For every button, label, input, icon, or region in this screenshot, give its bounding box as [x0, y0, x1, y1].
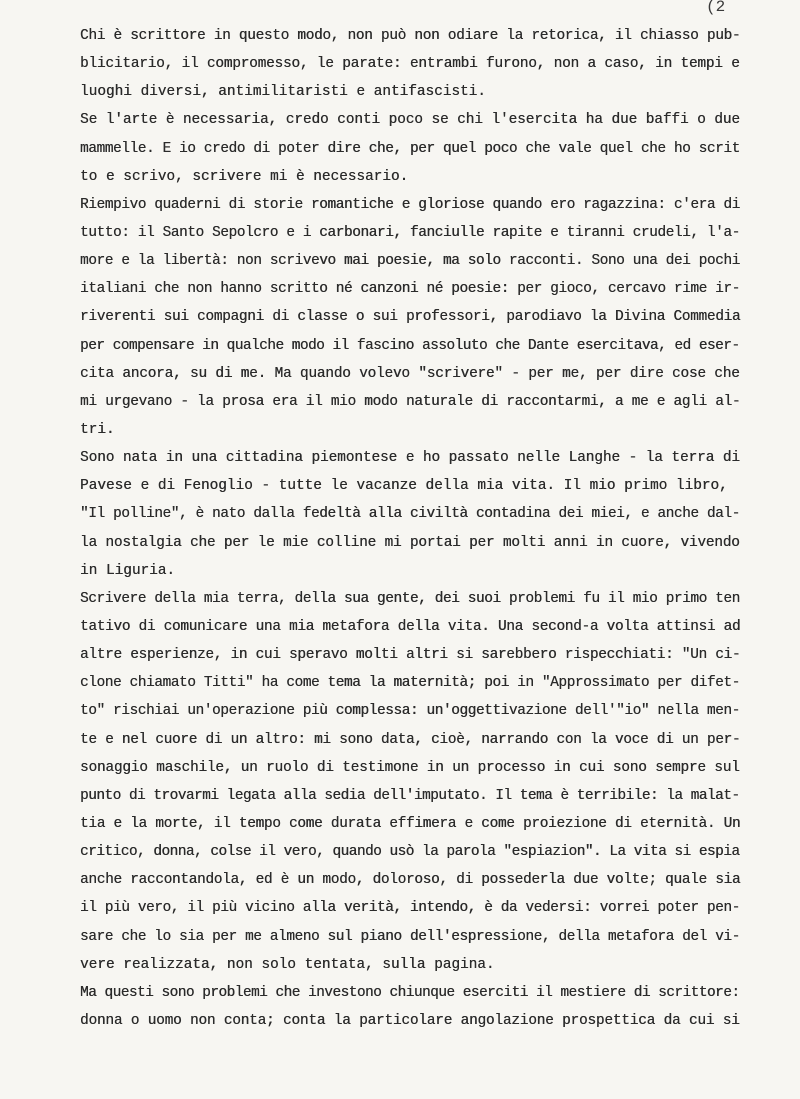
text-line: italiani che non hanno scritto né canzoni né poesie: per gioco, cercavo rime ir- — [80, 281, 740, 298]
text-line: clone chiamato Titti" ha come tema la maternità; poi in "Approssimato per difet- — [80, 675, 740, 692]
text-line: tativo di comunicare una mia metafora della vita. Una second-a volta attinsi ad — [80, 618, 741, 635]
text-line: la nostalgia che per le mie colline mi portai per molti anni in cuore, vivendo — [80, 534, 740, 551]
text-line: riverenti sui compagni di classe o sui professori, parodiavo la Divina Commedia — [80, 309, 741, 326]
text-line: tri. — [80, 421, 115, 438]
text-line: il più vero, il più vicino alla verità, intendo, è da vedersi: vorrei poter pen- — [80, 900, 740, 917]
text-line: tia e la morte, il tempo come durata effimera e come proiezione di eternità. Un — [80, 815, 741, 832]
text-line: to" rischiai un'operazione più complessa: un'oggettivazione dell'"io" nella men- — [80, 703, 740, 720]
text-line: Riempivo quaderni di storie romantiche e gloriose quando ero ragazzina: c'era di — [80, 196, 740, 213]
text-line: per compensare in qualche modo il fascino assoluto che Dante esercitava, ed eser- — [80, 337, 740, 354]
text-line: more e la libertà: non scrivevo mai poesie, ma solo racconti. Sono una dei pochi — [80, 253, 740, 270]
text-line: Sono nata in una cittadina piemontese e ho passato nelle Langhe - la terra di — [80, 450, 740, 467]
text-line: Pavese e di Fenoglio - tutte le vacanze della mia vita. Il mio primo libro, — [80, 478, 728, 495]
text-line: Se l'arte è necessaria, credo conti poco se chi l'esercita ha due baffi o due — [80, 112, 740, 129]
text-line: Scrivere della mia terra, della sua gente, dei suoi problemi fu il mio primo ten — [80, 590, 740, 607]
text-line: Chi è scrittore in questo modo, non può non odiare la retorica, il chiasso pub- — [80, 28, 741, 44]
text-line: anche raccontandola, ed è un modo, doloroso, di possederla due volte; quale sia — [80, 872, 741, 889]
text-line: mammelle. E io credo di poter dire che, per quel poco che vale quel che ho scrit — [80, 140, 740, 157]
text-line: altre esperienze, in cui speravo molti altri si sarebbero rispecchiati: "Un ci- — [80, 647, 741, 664]
text-line: sare che lo sia per me almeno sul piano dell'espressione, della metafora del vi- — [80, 928, 740, 945]
text-line: blicitario, il compromesso, le parate: entrambi furono, non a caso, in tempi e — [80, 56, 740, 73]
text-line: luoghi diversi, antimilitaristi e antifascisti. — [80, 84, 486, 101]
page-number: (2 — [706, 0, 726, 16]
text-line: punto di trovarmi legata alla sedia dell'imputato. Il tema è terribile: la malat- — [80, 787, 740, 804]
text-line: donna o uomo non conta; conta la particolare angolazione prospettica da cui si — [80, 1012, 740, 1029]
text-line: cita ancora, su di me. Ma quando volevo "scrivere" - per me, per dire cose che — [80, 365, 740, 382]
text-line: Ma questi sono problemi che investono chiunque eserciti il mestiere di scrittore: — [80, 984, 740, 1001]
text-line: "Il polline", è nato dalla fedeltà alla civiltà contadina dei miei, e anche dal- — [80, 506, 740, 523]
text-line: tutto: il Santo Sepolcro e i carbonari, fanciulle rapite e tiranni crudeli, l'a- — [80, 224, 740, 241]
text-line: sonaggio maschile, un ruolo di testimone in un processo in cui sono sempre sul — [80, 759, 740, 776]
text-line: in Liguria. — [80, 562, 175, 579]
text-line: te e nel cuore di un altro: mi sono data, cioè, narrando con la voce di un per- — [80, 731, 741, 748]
text-line: mi urgevano - la prosa era il mio modo naturale di raccontarmi, a me e agli al- — [80, 393, 741, 410]
text-line: vere realizzata, non solo tentata, sulla pagina. — [80, 956, 495, 973]
text-line: to e scrivo, scrivere mi è necessario. — [80, 168, 409, 185]
text-line: critico, donna, colse il vero, quando usò la parola "espiazion". La vita si espia — [80, 844, 740, 861]
body-text — [80, 22, 740, 1035]
